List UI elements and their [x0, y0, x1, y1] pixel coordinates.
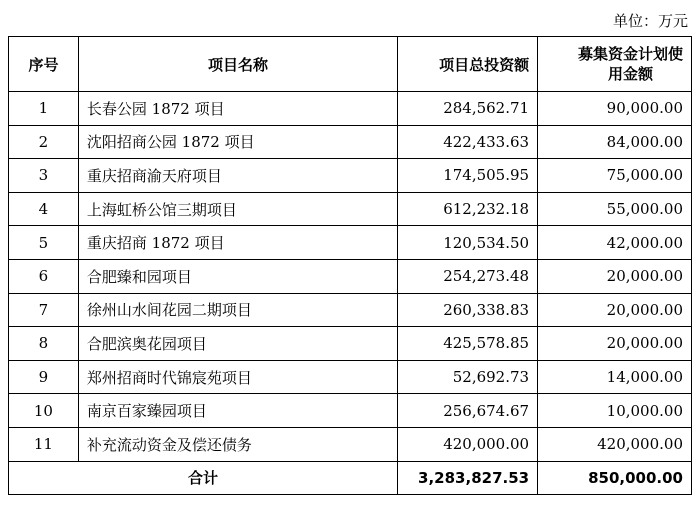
row-no: 5 — [9, 226, 79, 260]
row-total: 612,232.18 — [398, 192, 538, 226]
row-fund: 90,000.00 — [538, 92, 692, 126]
table-row — [9, 92, 692, 126]
table-row — [9, 159, 692, 193]
row-total: 284,562.71 — [398, 92, 538, 126]
table-row — [9, 192, 692, 226]
row-no: 2 — [9, 125, 79, 159]
row-no: 10 — [9, 394, 79, 428]
row-name: 徐州山水间花园二期项目 — [78, 293, 397, 327]
header-name: 项目名称 — [78, 37, 397, 92]
row-no: 11 — [9, 427, 79, 461]
row-fund: 10,000.00 — [538, 394, 692, 428]
row-total: 420,000.00 — [398, 427, 538, 461]
row-no: 1 — [9, 92, 79, 126]
table-row — [9, 226, 692, 260]
row-total: 174,505.95 — [398, 159, 538, 193]
row-total: 52,692.73 — [398, 360, 538, 394]
row-fund: 42,000.00 — [538, 226, 692, 260]
row-name: 合肥滨奥花园项目 — [78, 327, 397, 361]
row-fund: 20,000.00 — [538, 327, 692, 361]
row-name: 重庆招商 1872 项目 — [78, 226, 397, 260]
row-fund: 420,000.00 — [538, 427, 692, 461]
unit-label: 单位：万元 — [612, 12, 688, 30]
summary-total: 3,283,827.53 — [398, 461, 538, 495]
row-no: 9 — [9, 360, 79, 394]
row-total: 260,338.83 — [398, 293, 538, 327]
row-no: 3 — [9, 159, 79, 193]
row-name: 南京百家臻园项目 — [78, 394, 397, 428]
table-row — [9, 293, 692, 327]
row-name: 上海虹桥公馆三期项目 — [78, 192, 397, 226]
row-total: 425,578.85 — [398, 327, 538, 361]
row-name: 长春公园 1872 项目 — [78, 92, 397, 126]
row-fund: 75,000.00 — [538, 159, 692, 193]
header-fund-line1: 募集资金计划使 — [577, 45, 683, 63]
row-name: 重庆招商渝天府项目 — [78, 159, 397, 193]
row-name: 合肥臻和园项目 — [78, 259, 397, 293]
table-row — [9, 427, 692, 461]
header-total: 项目总投资额 — [398, 37, 538, 92]
table-row — [9, 327, 692, 361]
header-fund-text — [578, 44, 683, 84]
row-no: 6 — [9, 259, 79, 293]
row-fund: 14,000.00 — [538, 360, 692, 394]
row-fund: 20,000.00 — [538, 293, 692, 327]
row-name: 补充流动资金及偿还债务 — [78, 427, 397, 461]
row-no: 4 — [9, 192, 79, 226]
header-fund — [538, 37, 692, 92]
table-row — [9, 125, 692, 159]
row-fund: 55,000.00 — [538, 192, 692, 226]
row-total: 120,534.50 — [398, 226, 538, 260]
row-name: 郑州招商时代锦宸苑项目 — [78, 360, 397, 394]
summary-row — [9, 461, 692, 495]
row-name: 沈阳招商公园 1872 项目 — [78, 125, 397, 159]
summary-fund: 850,000.00 — [538, 461, 692, 495]
row-total: 422,433.63 — [398, 125, 538, 159]
row-no: 7 — [9, 293, 79, 327]
header-no: 序号 — [9, 37, 79, 92]
fund-allocation-table — [8, 36, 692, 495]
row-total: 254,273.48 — [398, 259, 538, 293]
table-header-row — [9, 37, 692, 92]
table-row — [9, 360, 692, 394]
row-fund: 84,000.00 — [538, 125, 692, 159]
row-fund: 20,000.00 — [538, 259, 692, 293]
row-no: 8 — [9, 327, 79, 361]
summary-label: 合计 — [9, 461, 398, 495]
table-row — [9, 259, 692, 293]
row-total: 256,674.67 — [398, 394, 538, 428]
header-fund-line2: 用金额 — [607, 65, 653, 83]
table-row — [9, 394, 692, 428]
